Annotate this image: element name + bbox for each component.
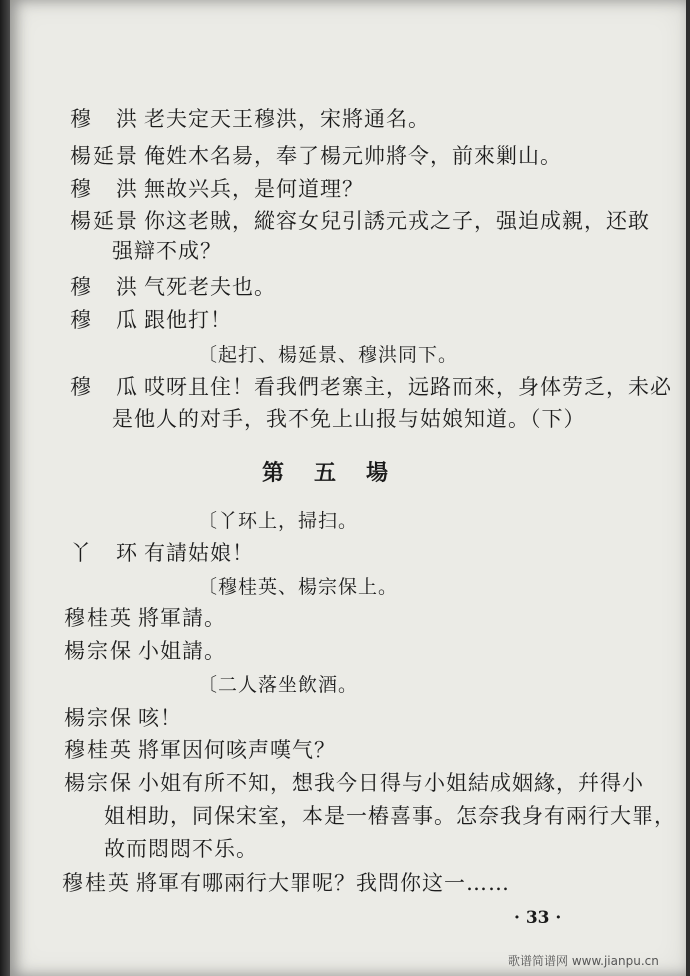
dialogue-line: [64, 705, 182, 731]
continuation-line: [112, 238, 222, 264]
book-spine: [0, 0, 10, 976]
continuation-line: [104, 836, 258, 862]
speaker-name: 楊延景: [70, 144, 139, 168]
dialogue-text: 將軍請。: [138, 606, 226, 630]
speaker-name: 穆桂英: [62, 871, 131, 895]
dialogue-line: [64, 605, 226, 631]
dialogue-text: 强辯不成？: [112, 239, 222, 263]
dialogue-text: 姐相助，同保宋室，本是一樁喜事。怎奈我身有兩行大罪，: [104, 804, 676, 828]
watermark: 歌谱简谱网 www.jianpu.cn: [508, 954, 659, 968]
dialogue-line: [70, 374, 672, 400]
stage-direction: 〔丫环上，掃扫。: [198, 510, 359, 532]
dialogue-text: 小姐有所不知，想我今日得与小姐結成姻緣，幷得小: [138, 771, 644, 795]
dialogue-text: 你这老賊，縱容女兒引誘元戎之子，强迫成親，还敢: [144, 209, 650, 233]
page-number: · 33 ·: [514, 908, 562, 928]
dialogue-line: [70, 540, 254, 566]
scene-title: 第五場: [262, 460, 419, 486]
dialogue-line: [70, 176, 364, 202]
speaker-name: 楊延景: [70, 209, 139, 233]
dialogue-line: [70, 307, 232, 333]
dialogue-line: [70, 274, 276, 300]
speaker-name: 楊宗保: [64, 639, 133, 663]
dialogue-line: [62, 870, 510, 896]
speaker-name: 穆 洪: [70, 177, 139, 201]
dialogue-text: 故而悶悶不乐。: [104, 837, 258, 861]
dialogue-text: 有請姑娘！: [144, 541, 254, 565]
dialogue-line: [64, 770, 644, 796]
dialogue-text: 俺姓木名昜，奉了楊元帅將令，前來剿山。: [144, 144, 562, 168]
dialogue-text: 老夫定天王穆洪，宋將通名。: [144, 107, 430, 131]
dialogue-text: 將軍因何咳声嘆气？: [138, 738, 336, 762]
dialogue-line: [70, 143, 562, 169]
dialogue-line: [70, 208, 650, 234]
speaker-name: 楊宗保: [64, 771, 133, 795]
speaker-name: 丫 环: [70, 541, 139, 565]
continuation-line: [112, 406, 586, 432]
stage-direction: 〔穆桂英、楊宗保上。: [198, 576, 399, 598]
stage-direction: 〔起打、楊延景、穆洪同下。: [198, 344, 459, 366]
dialogue-line: [70, 106, 430, 132]
dialogue-text: 气死老夫也。: [144, 275, 276, 299]
dialogue-line: [64, 638, 226, 664]
speaker-name: 楊宗保: [64, 706, 133, 730]
dialogue-line: [64, 737, 336, 763]
speaker-name: 穆 洪: [70, 107, 139, 131]
dialogue-text: 跟他打！: [144, 308, 232, 332]
dialogue-text: 小姐請。: [138, 639, 226, 663]
continuation-line: [104, 803, 676, 829]
stage-direction: 〔二人落坐飲酒。: [198, 674, 359, 696]
dialogue-text: 將軍有哪兩行大罪呢？我問你这一……: [136, 871, 510, 895]
dialogue-text: 哎呀且住！看我們老寨主，远路而來，身体劳乏，未必: [144, 375, 672, 399]
dialogue-text: 是他人的对手，我不免上山报与姑娘知道。（下）: [112, 407, 586, 431]
speaker-name: 穆 瓜: [70, 375, 139, 399]
speaker-name: 穆桂英: [64, 738, 133, 762]
dialogue-text: 咳！: [138, 706, 182, 730]
dialogue-text: 無故兴兵，是何道理？: [144, 177, 364, 201]
speaker-name: 穆桂英: [64, 606, 133, 630]
speaker-name: 穆 瓜: [70, 308, 139, 332]
speaker-name: 穆 洪: [70, 275, 139, 299]
